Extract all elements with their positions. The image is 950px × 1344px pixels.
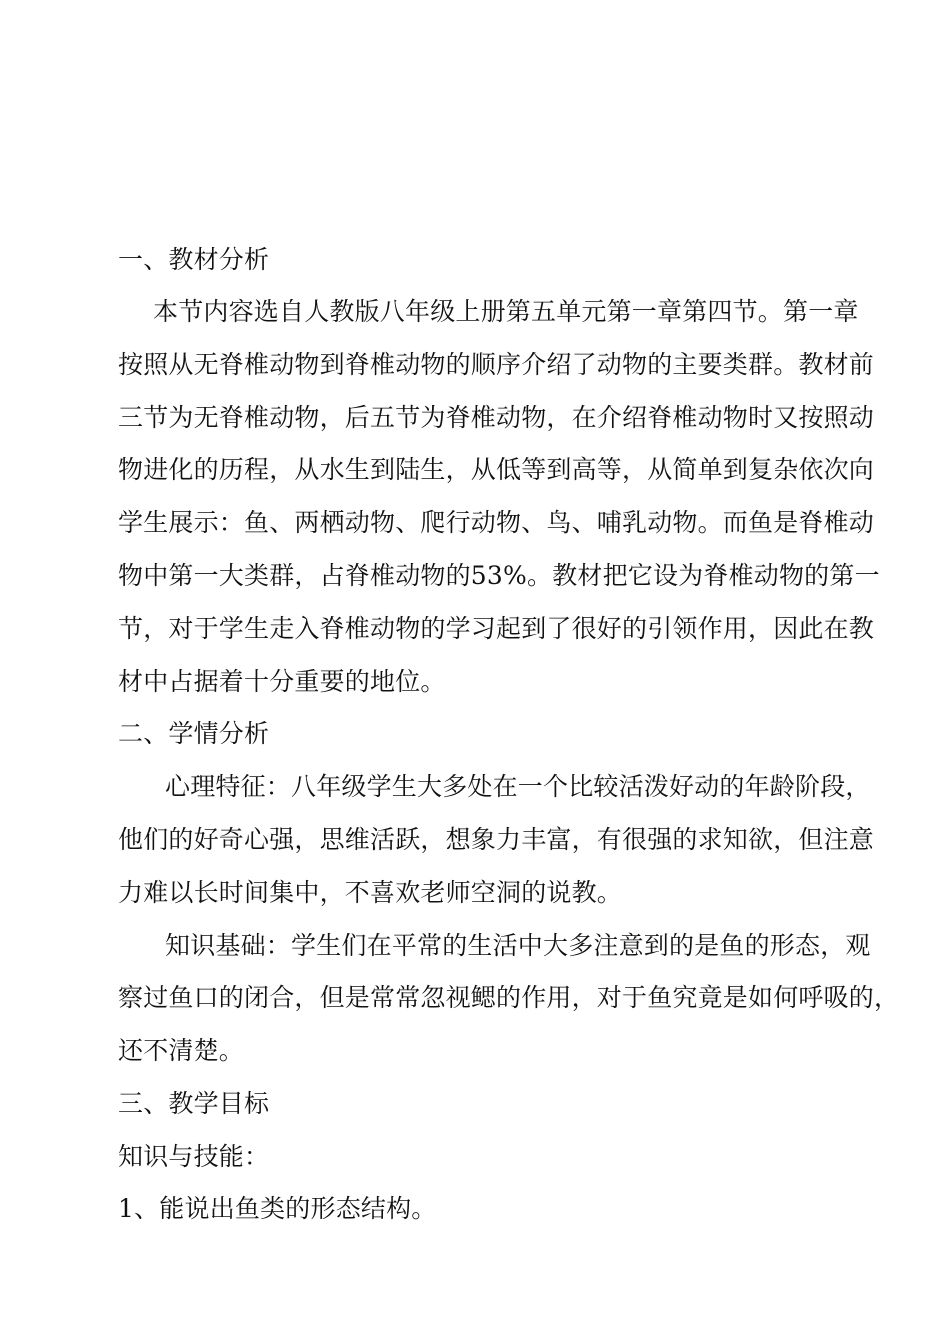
paragraph-line: 本节内容选自人教版八年级上册第五单元第一章第四节。第一章	[153, 297, 859, 326]
paragraph-line: 按照从无脊椎动物到脊椎动物的顺序介绍了动物的主要类群。教材前	[118, 350, 875, 379]
paragraph-line: 还不清楚。	[118, 1036, 245, 1065]
section-heading-textbook-analysis: 一、教材分析	[118, 245, 270, 274]
section-heading-teaching-goals: 三、教学目标	[118, 1089, 270, 1118]
paragraph-line: 心理特征：八年级学生大多处在一个比较活泼好动的年龄阶段，	[165, 772, 871, 801]
subheading-knowledge-skills: 知识与技能：	[118, 1142, 270, 1171]
paragraph-line: 材中占据着十分重要的地位。	[118, 667, 446, 696]
section-heading-student-analysis: 二、学情分析	[118, 719, 270, 748]
paragraph-line: 物进化的历程，从水生到陆生，从低等到高等，从简单到复杂依次向	[118, 455, 875, 484]
paragraph-line: 节，对于学生走入脊椎动物的学习起到了很好的引领作用，因此在教	[118, 614, 875, 643]
paragraph-line: 他们的好奇心强，思维活跃，想象力丰富，有很强的求知欲，但注意	[118, 825, 875, 854]
paragraph-line: 三节为无脊椎动物，后五节为脊椎动物，在介绍脊椎动物时又按照动	[118, 403, 875, 432]
paragraph-line: 物中第一大类群，占脊椎动物的53%。教材把它设为脊椎动物的第一	[118, 561, 880, 590]
list-item: 1、能说出鱼类的形态结构。	[118, 1194, 437, 1223]
paragraph-line: 学生展示：鱼、两栖动物、爬行动物、鸟、哺乳动物。而鱼是脊椎动	[118, 508, 875, 537]
paragraph-line: 察过鱼口的闭合，但是常常忽视鳃的作用，对于鱼究竟是如何呼吸的，	[118, 983, 900, 1012]
paragraph-line: 知识基础：学生们在平常的生活中大多注意到的是鱼的形态，观	[165, 931, 871, 960]
paragraph-line: 力难以长时间集中，不喜欢老师空洞的说教。	[118, 878, 623, 907]
